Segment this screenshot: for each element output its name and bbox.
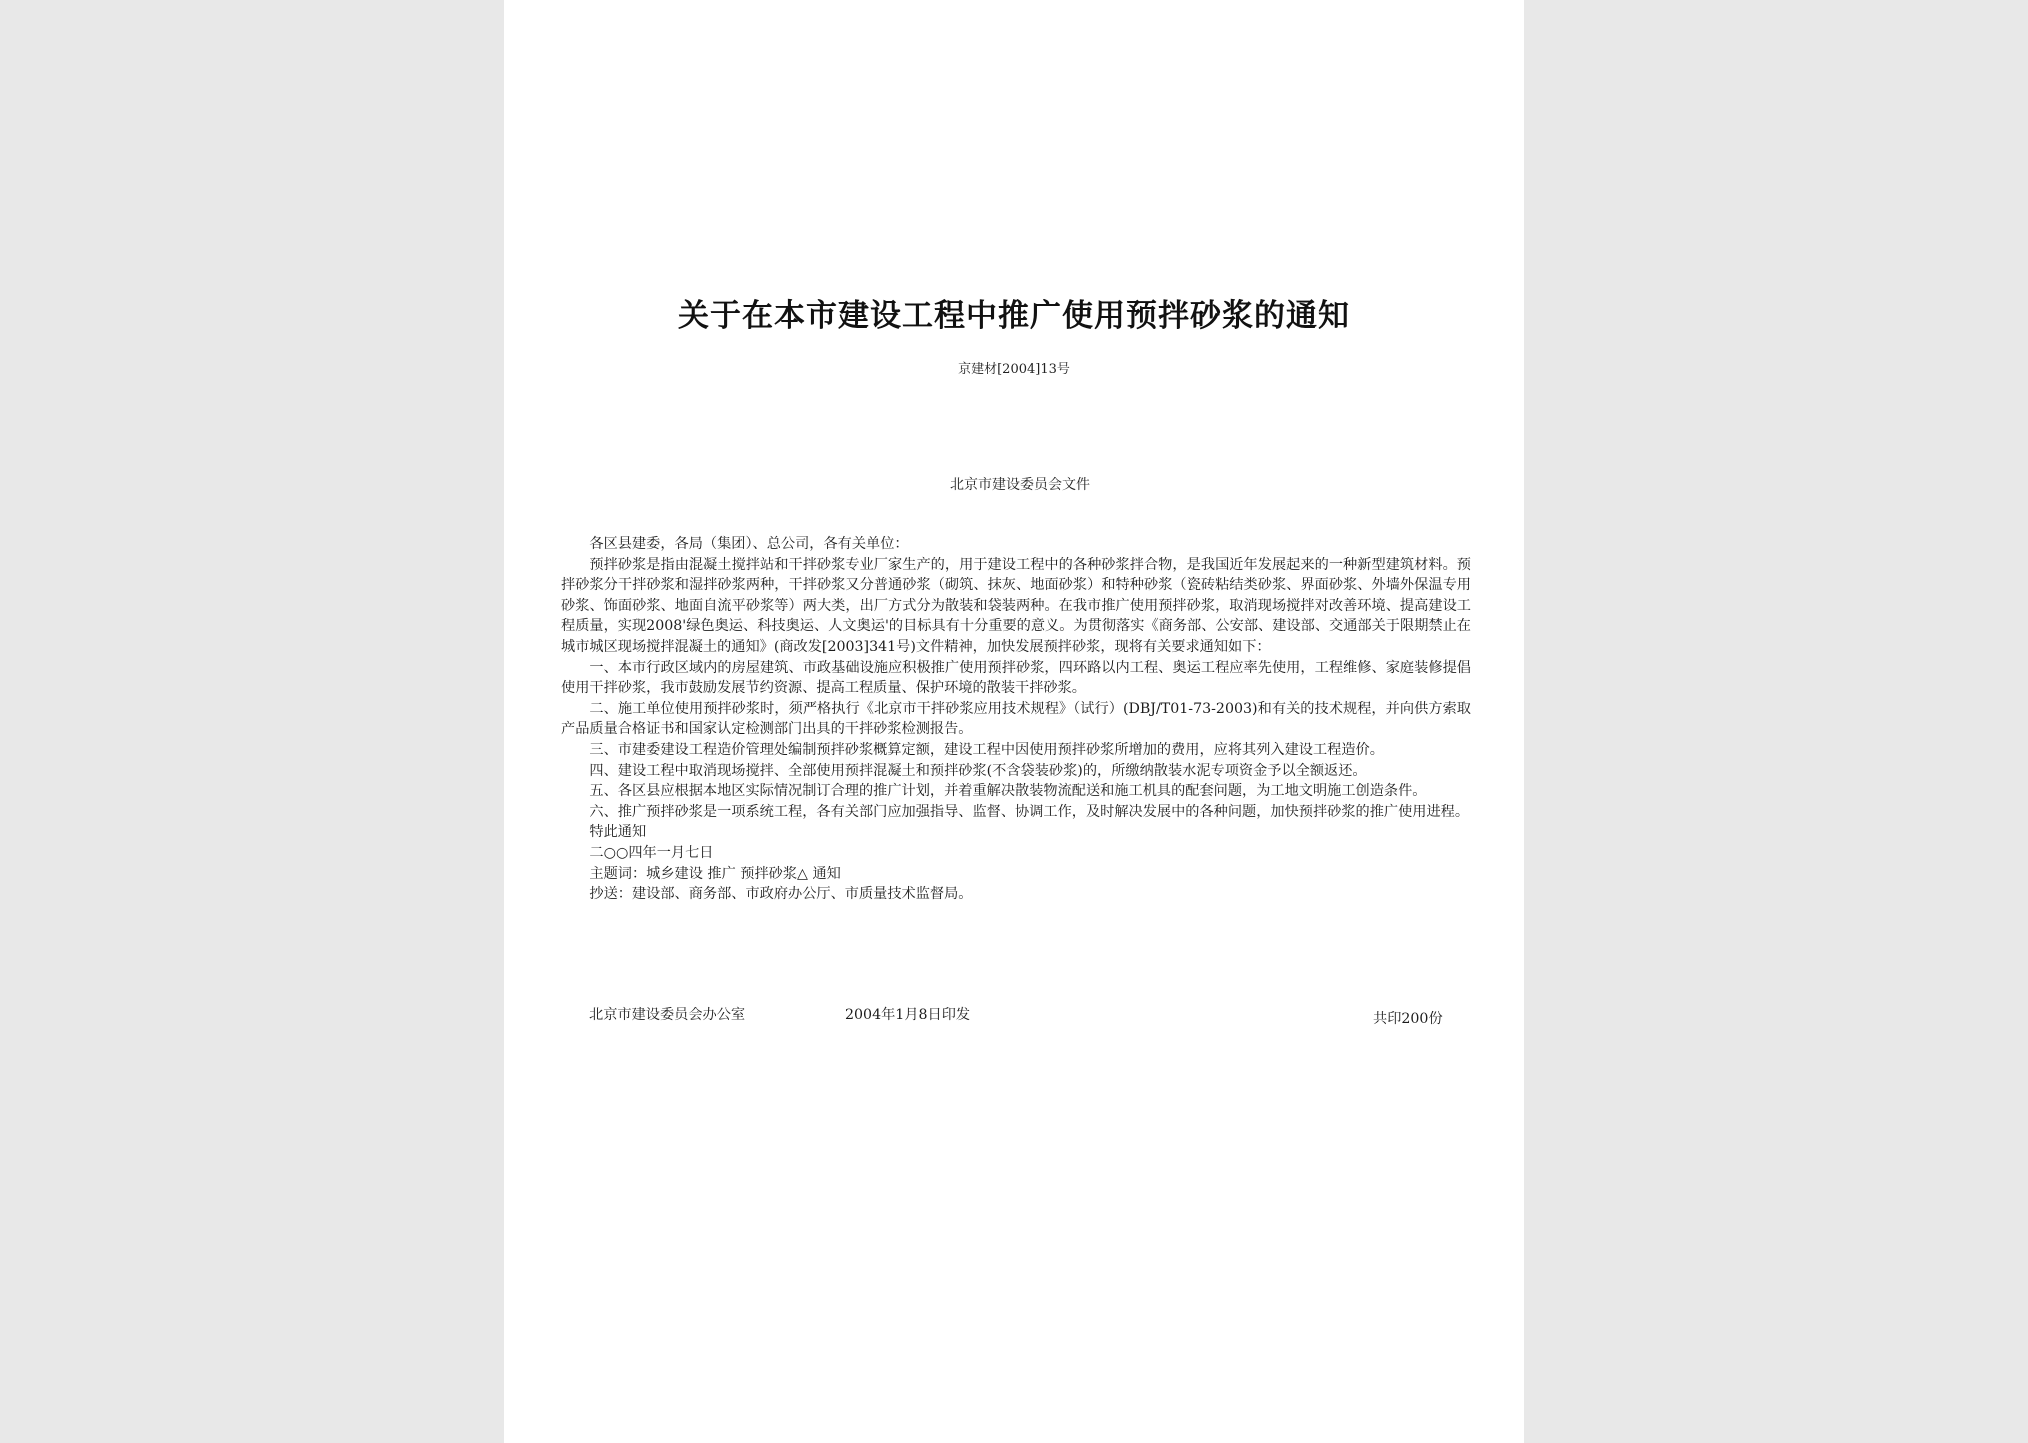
office-name: 北京市建设委员会办公室 [589,1007,746,1023]
paragraph-item-3: 三、市建委建设工程造价管理处编制预拌砂浆概算定额，建设工程中因使用预拌砂浆所增加的费用，应将其列入建设工程造价。 [589,741,1384,758]
copies-count: 共印200份 [1373,1011,1443,1027]
keywords-line: 主题词：城乡建设 推广 预拌砂浆△ 通知 [589,865,841,882]
paragraph-item-2: 二、施工单位使用预拌砂浆时，须严格执行《北京市干拌砂浆应用技术规程》（试行）(DBJ/T01-73-2003)和有关的技术规程，并向供方索取产品质量合格证书和国家认定检测部门出具的干拌砂浆检测报告。 [561,700,1471,738]
document-body [561,534,1471,905]
print-date: 2004年1月8日印发 [845,1007,971,1023]
paragraph-item-6: 六、推广预拌砂浆是一项系统工程，各有关部门应加强指导、监督、协调工作，及时解决发展中的各种问题，加快预拌砂浆的推广使用进程。 [589,803,1470,820]
print-footer [561,1005,1471,1025]
document-page [504,0,1524,1443]
salutation: 各区县建委，各局（集团）、总公司，各有关单位： [589,536,909,552]
paragraph-intro: 预拌砂浆是指由混凝土搅拌站和干拌砂浆专业厂家生产的，用于建设工程中的各种砂浆拌合物，是我国近年发展起来的一种新型建筑材料。预拌砂浆分干拌砂浆和湿拌砂浆两种，干拌砂浆又分普通砂浆（砌筑、抹灰、地面砂浆）和特种砂浆（瓷砖粘结类砂浆、界面砂浆、外墙外保温专用砂浆、饰面砂浆、地面自流平砂浆等）两大类，出厂方式分为散装和袋装两种。在我市推广使用预拌砂浆，取消现场搅拌对改善环境、提高建设工程质量，实现2008'绿色奥运、科技奥运、人文奥运'的目标具有十分重要的意义。为贯彻落实《商务部、公安部、建设部、交通部关于限期禁止在城市城区现场搅拌混凝土的通知》(商改发[2003]341号)文件精神，加快发展预拌砂浆，现将有关要求通知如下： [561,556,1471,655]
paragraph-item-5: 五、各区县应根据本地区实际情况制订合理的推广计划，并着重解决散装物流配送和施工机具的配套问题，为工地文明施工创造条件。 [589,783,1427,800]
closing-line: 特此通知 [589,824,647,841]
cc-line: 抄送：建设部、商务部、市政府办公厅、市质量技术监督局。 [589,886,973,903]
issuer-heading: 北京市建设委员会文件 [950,477,1090,493]
document-title: 关于在本市建设工程中推广使用预拌砂浆的通知 [678,298,1350,334]
paragraph-item-4: 四、建设工程中取消现场搅拌、全部使用预拌混凝土和预拌砂浆(不含袋装砂浆)的，所缴纳散装水泥专项资金予以全额返还。 [589,762,1367,779]
document-number: 京建材[2004]13号 [958,362,1070,377]
paragraph-item-1: 一、本市行政区域内的房屋建筑、市政基础设施应积极推广使用预拌砂浆，四环路以内工程、奥运工程应率先使用，工程维修、家庭装修提倡使用干拌砂浆，我市鼓励发展节约资源、提高工程质量、保护环境的散装干拌砂浆。 [561,659,1471,697]
issue-date: 二○○四年一月七日 [589,844,714,861]
